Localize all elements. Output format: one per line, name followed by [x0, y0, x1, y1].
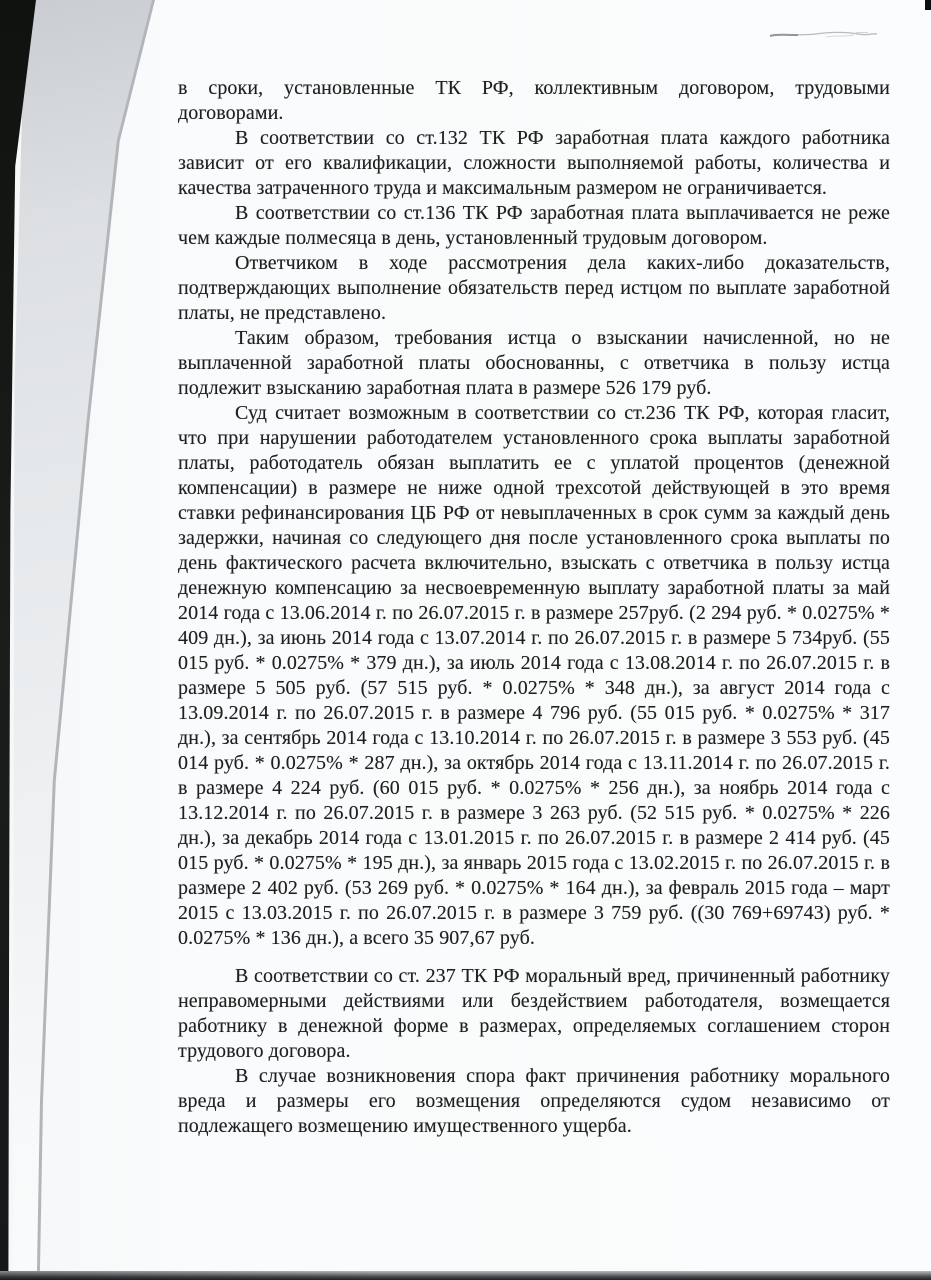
corner-black-mark — [925, 0, 931, 10]
paragraph: Суд считает возможным в соответствии со ст.236 ТК РФ, которая гласит, что при нарушении работодателем установленного срока выплаты заработной платы, работодатель обязан выплатить ее с уплатой процентов (денежной компенсации) в размере не ниже одной трехсотой действующей в это время ставки рефинансирования ЦБ РФ от невыплаченных в срок сумм за каждый день задержки, начиная со следующего дня после установленного срока выплаты по день фактического расчета включительно, взыскать с ответчика в пользу истца денежную компенсацию за несвоевременную выплату заработной платы за май 2014 года с 13.06.2014 г. по 26.07.2015 г. в размере 257руб. (2 294 руб. * 0.0275% * 409 дн.), за июнь 2014 года с 13.07.2014 г. по 26.07.2015 г. в размере 5 734руб. (55 015 руб. * 0.0275% * 379 дн.), за июль 2014 года с 13.08.2014 г. по 26.07.2015 г. в размере 5 505 руб. (57 515 руб. * 0.0275% * 348 дн.), за август 2014 года с 13.09.2014 г. по 26.07.2015 г. в размере 4 796 руб. (55 015 руб. * 0.0275% * 317 дн.), за сентябрь 2014 года с 13.10.2014 г. по 26.07.2015 г. в размере 3 553 руб. (45 014 руб. * 0.0275% * 287 дн.), за октябрь 2014 года с 13.11.2014 г. по 26.07.2015 г. в размере 4 224 руб. (60 015 руб. * 0.0275% * 256 дн.), за ноябрь 2014 года с 13.12.2014 г. по 26.07.2015 г. в размере 3 263 руб. (52 515 руб. * 0.0275% * 226 дн.), за декабрь 2014 года с 13.01.2015 г. по 26.07.2015 г. в размере 2 414 руб. (45 015 руб. * 0.0275% * 195 дн.), за январь 2015 года с 13.02.2015 г. по 26.07.2015 г. в размере 2 402 руб. (53 269 руб. * 0.0275% * 164 дн.), за февраль 2015 года – март 2015 с 13.03.2015 г. по 26.07.2015 г. в размере 3 759 руб. ((30 769+69743) руб. * 0.0275% * 136 дн.), а всего 35 907,67 руб. — [178, 402, 890, 949]
paragraph: Ответчиком в ходе рассмотрения дела каких-либо доказательств, подтверждающих выполнение обязательств перед истцом по выплате заработной платы, не представлено. — [178, 252, 890, 324]
document-text — [178, 76, 890, 1139]
paragraph: В соответствии со ст.132 ТК РФ заработная плата каждого работника зависит от его квалификации, сложности выполняемой работы, количества и качества затраченного труда и максимальным размером не ограничивается. — [178, 127, 890, 199]
paragraph: В случае возникновения спора факт причинения работнику морального вреда и размеры его возмещения определяются судом независимо от подлежащего возмещению имущественного ущерба. — [178, 1065, 890, 1137]
scanner-bottom-bar — [0, 1271, 931, 1280]
paragraph: Таким образом, требования истца о взыскании начисленной, но не выплаченной заработной платы обоснованны, с ответчика в пользу истца подлежит взысканию заработная плата в размере 526 179 руб. — [178, 327, 890, 399]
paragraph: В соответствии со ст. 237 ТК РФ моральный вред, причиненный работнику неправомерными действиями или бездействием работодателя, возмещается работнику в денежной форме в размерах, определяемых соглашением сторон трудового договора. — [178, 965, 890, 1062]
paragraph: в сроки, установленные ТК РФ, коллективным договором, трудовыми договорами. — [178, 77, 890, 124]
paragraph: В соответствии со ст.136 ТК РФ заработная плата выплачивается не реже чем каждые полмесяца в день, установленный трудовым договором. — [178, 202, 890, 249]
pencil-smudge-mark — [768, 29, 880, 41]
page-corner-curl — [0, 0, 160, 1280]
